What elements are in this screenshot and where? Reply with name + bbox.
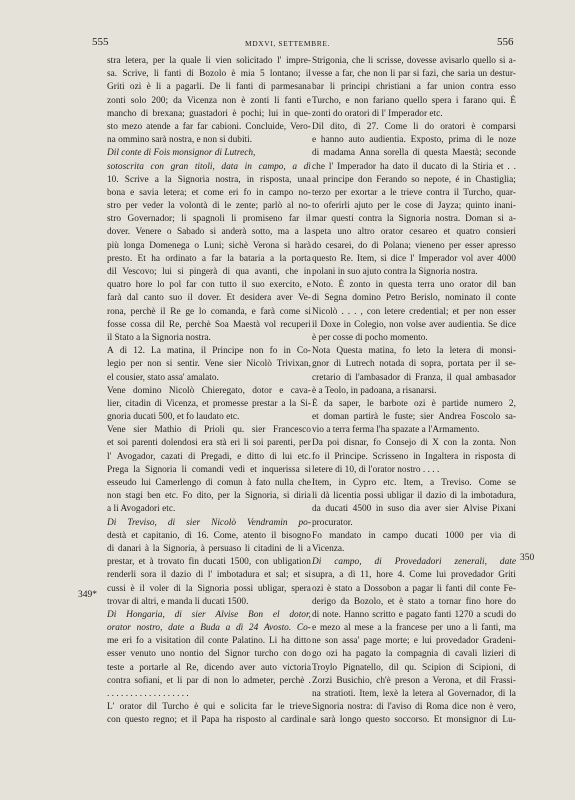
text-line: letere di 10, di l'orator nostro . . . . (312, 464, 440, 475)
text-line: speta uno altro orator cesareo et quatro consieri (312, 227, 516, 238)
text-line: Vicenza. (312, 543, 345, 554)
text-line: cussi è il voler di la Signoria possi ubligar, spera (107, 583, 311, 594)
right-text-column (312, 55, 516, 728)
text-line: Noto. È zonto in questa terra uno orator dil ban (312, 280, 516, 291)
text-line: il Doxe in Colegio, non volse aver audientia. Se dice (312, 319, 516, 330)
text-line: che l' Imperador ha dato il ducato di la Stiria et . . (312, 161, 516, 172)
text-line: Signoria nostra: di l'aviso di Roma dice non è vero, (312, 702, 516, 713)
text-line: più longa Domenega o Luni; sichè Verona si harà (107, 240, 311, 251)
text-line: teste a portarle al Re, dicendo aver auto victoria (107, 662, 311, 673)
text-line: L' orator dil Turcho è qui e solicita far le trieve (107, 702, 311, 713)
text-line: Vene sier Mathio di Prioli qu. sier Francesco (107, 425, 311, 436)
text-line: Prega la Signoria li comandi vedi et inquerissa si (107, 464, 311, 475)
text-line: destà et capitanio, dì 16. Come, atento il bisogno (107, 530, 311, 541)
text-line: Di Hongaria, di sier Alvise Bon el dotor, (107, 609, 311, 620)
text-line: prestar, et à trovato fin ducati 1500, con ubligation (107, 557, 311, 568)
text-line: li dà licentia possi ubligar il dazio di la imbotadura, (312, 491, 516, 502)
text-line: al principe don Ferando so nepote, é in Chastiglia; (312, 174, 516, 185)
text-line: ozi è stato a Dossobon a pagar li fanti dil conte Fe- (312, 583, 516, 594)
text-line: è a Teolo, in padoana, a risanarsi. (312, 385, 437, 396)
text-line: Di Treviso, di sier Nicolò Vendramin po- (107, 517, 311, 528)
text-line: me eri fo a visitation dil conte Palatino. Li ha ditto (107, 636, 311, 647)
text-line: sa. Scrive, li fanti di Bozolo è mia 5 lontano; il (107, 69, 311, 80)
text-line: ne son assa' page morte; e lui provedador Gradeni- (312, 636, 516, 647)
text-line: dover. Venere o Sabado si anderà sotto, ma a la (107, 227, 311, 238)
text-line: na ommino sarà nostra, e non si dubiti. (107, 135, 253, 146)
text-line: Fo mandato in campo ducati 1000 per via di (312, 530, 516, 541)
text-line: et doman partirà le fuste; sier Andrea Foscolo sa- (312, 412, 516, 423)
text-line: dil Vescovo; lui si pingerà di qua avanti, che in (107, 267, 311, 277)
text-line: farà dal canto suo il dover. Et desidera aver Ve- (107, 293, 311, 304)
text-line: stra letera, per la quale li vien solicitado l' impre- (107, 56, 311, 66)
text-line: derigo da Bozolo, et è stato a tornar fino hore do (312, 596, 516, 607)
text-line: l' Avogador, cazati di Pregadi, e ditto di lui etc. (107, 451, 311, 462)
text-line: Turcho, e non fariano quello spera i farano qui. È (312, 95, 516, 106)
text-line: gnoria ducati 500, et fo laudato etc. (107, 412, 240, 423)
page-number-right: 556 (497, 36, 514, 48)
text-line: stro per veder la volontà di le zente; parlò al no- (107, 201, 311, 212)
text-line: da ducati 4500 in suso dia aver sier Alvise Pixani (312, 504, 516, 515)
page-number-left: 555 (92, 36, 109, 48)
running-title: MDXVI, SETTEMBRE. (245, 39, 330, 48)
text-line: sotoscrita con gran titoli, data in campo, a dì (107, 161, 311, 172)
text-line: el cousier, stato assa' amalato. (107, 372, 219, 383)
text-line: do cesarei, do di Polana; vieneno per esser apresso (312, 240, 516, 251)
text-line: . . . . . . . . . . . . . . . . . . (107, 689, 189, 699)
text-line: mancho di brexana; guastadori è pochi; lui in que- (107, 108, 311, 119)
text-line: bar li principi christiani a far union contra esso (312, 82, 516, 93)
text-line: fo il Principe. Scrisseno in Ingaltera in risposta di (312, 451, 516, 462)
text-line: di Segna domino Petro Berislo, nominato il conte (312, 293, 516, 304)
text-line: Zorzi Busichio, ch'è preson a Verona, et dil Frassi- (312, 675, 516, 686)
text-line: esseudo lui Camerlengo di comun à fato nulla che (107, 478, 311, 488)
text-line: polani in suo ajuto contra la Signoria nostra. (312, 267, 478, 277)
text-line: contra sofiani, et li par di non lo admeter, perchè . (107, 675, 311, 686)
text-line: di danari à la Signoria, à persuaso li citadini de li a (107, 543, 311, 554)
text-line: bona e savia letera; et come eri fo in campo no- (107, 187, 311, 198)
text-line: trovar di altri, e manda li ducati 1500. (107, 596, 249, 607)
text-line: na stratioti. Item, lexè la letera al Governador, di la (312, 689, 516, 699)
text-line: Item, in Cypro etc. Item, a Treviso. Come se (312, 478, 516, 488)
text-line: lier, citadin di Vicenza, et promesse prestar a la Si- (107, 398, 311, 409)
text-line: Da poi disnar, fo Consejo di X con la zonta. Non (312, 438, 516, 449)
text-line: supra, a dì 11, hore 4. Come lui provedador Griti (312, 570, 516, 581)
text-line: con questo regno; et il Papa ha risposto al cardinal (107, 715, 311, 726)
text-line: non stagi ben etc. Fo dito, per la Signoria, si diria (107, 491, 311, 502)
text-line: et soi parenti dolendosi era stà eri li soi parenti, per (107, 438, 311, 449)
text-line: orator nostro, date a Buda a dì 24 Avosto. Co- (107, 623, 311, 634)
text-line: di madama Anna sorella di questa Maestà; seconde (312, 148, 516, 159)
margin-note-right: 350 (520, 553, 535, 563)
text-line: 10. Scrive a la Signoria nostra, in risposta, una (107, 174, 311, 185)
text-line: sto mezo atende a far far cabioni. Concluide, Vero- (107, 121, 311, 132)
text-line: gnor di Lutrech notada di sopra, portata per il se- (312, 359, 516, 370)
text-line: il Stato a la Signoria nostra. (107, 332, 211, 343)
text-line: zonti solo 200; da Vicenza non è zonti li fanti e (107, 95, 311, 106)
text-line: Nicolò . . . , con letere credential; et per non esser (312, 306, 516, 317)
text-line: presto. Et ha ordinato a far la bataria a la porta (107, 253, 311, 264)
left-text-column (107, 55, 311, 728)
text-line: Dil conte di Fois monsignor di Lutrech, (107, 148, 256, 159)
text-line: Nota Questa matina, fo leto la letera di monsi- (312, 346, 516, 357)
text-line: cretario di l'ambasador di Franza, il qual ambasador (312, 372, 516, 383)
text-line: vio a terra ferma l'ha spazate a l'Armamento. (312, 425, 480, 436)
text-line: stro Governador; li spagnoli li promiseno far il (107, 214, 311, 225)
text-line: di note. Hanno scritto e pagato fanti 1270 a scudi do (312, 609, 516, 620)
text-line: e mezo al mese a la francese per uno a li fanti, ma (312, 623, 516, 634)
text-line: questo Re. Item, si dice l' Imperador vol aver 4000 (312, 253, 516, 264)
text-line: quatro hore lo pol far con tutto il suo exercito, e (107, 280, 311, 291)
text-line: Troylo Pignatello, dil qu. Scipion di Scipioni, di (312, 662, 516, 673)
text-line: rona, perchè il Re ge lo comanda, e farà come si (107, 306, 311, 317)
text-line: mar questi contra la Signoria nostra. Doman si a- (312, 214, 516, 225)
text-line: Di campo, di Provedadori zenerali, date (312, 557, 516, 568)
text-line: Strigonia, che li scrisse, dovesse avisarlo quello si a- (312, 56, 516, 66)
text-line: go ozi ha pagato la compagnia di cavali lizieri di (312, 649, 516, 660)
text-line: vesse a far, che non li par si fazi, che saria un destur- (312, 69, 516, 80)
text-line: Griti ozi è li a pagarli. De li fanti di parmesana (107, 82, 311, 93)
text-line: terzo per exortar a le trieve contra il Turcho, quar- (312, 187, 516, 198)
text-line: fosse cossa dil Re, perchè Soa Maestà vol recuperi (107, 319, 311, 330)
text-line: esser venuto uno nontio del Signor turcho con do (107, 649, 311, 660)
text-line: È da saper, le barbote ozi è partide numero 2, (312, 398, 516, 409)
text-line: a li Avogadori etc. (107, 504, 176, 515)
text-line: to oferirli ajuto per le cose di Jayza; quinto inani- (312, 201, 516, 212)
margin-note-left: 349* (78, 590, 97, 600)
text-line: A dì 12. La matina, il Principe non fo in Co- (107, 346, 311, 357)
text-line: e sarà longo questo soccorso. Et monsignor di Lu- (312, 715, 516, 726)
text-line: Vene domino Nicolò Chieregato, dotor e cava- (107, 385, 311, 396)
text-line: legio per non si sentir. Vene sier Nicolò Trivixan, (107, 359, 311, 370)
text-line: zonti do oratori di l' Imperador etc. (312, 108, 443, 119)
text-line: è per cosse di pocho momento. (312, 332, 428, 343)
text-line: e hanno auto audientia. Exposto, prima di le noze (312, 135, 516, 146)
text-line: Dil dito, dì 27. Come li do oratori è comparsi (312, 121, 516, 132)
text-line: renderli sora il dazio di l' imbotadura et sal; et si (107, 570, 311, 581)
text-line: procurator. (312, 517, 353, 528)
